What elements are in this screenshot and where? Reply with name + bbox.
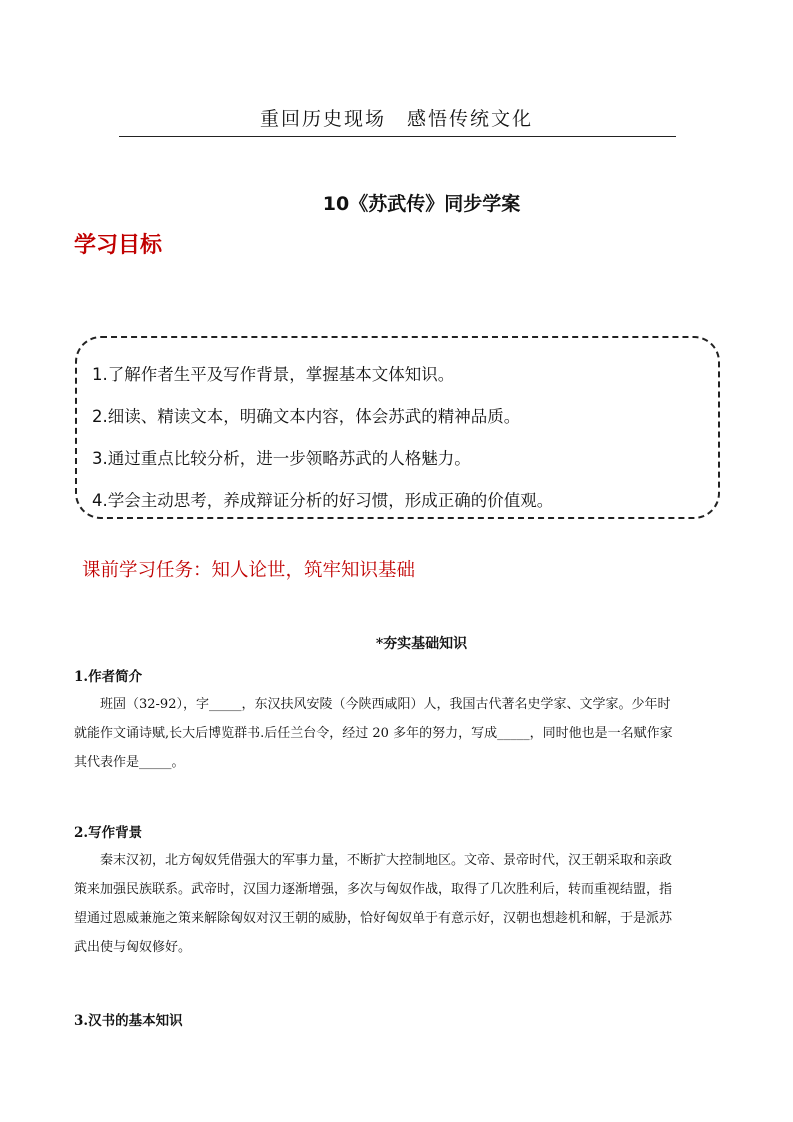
paragraph-line: 策来加强民族联系。武帝时，汉国力逐渐增强，多次与匈奴作战，取得了几次胜利后，转而重视结盟，指 <box>74 882 673 897</box>
task-heading: 课前学习任务：知人论世，筑牢知识基础 <box>82 560 416 581</box>
background-paragraph <box>74 846 725 962</box>
header-divider <box>119 136 676 137</box>
objectives-heading: 学习目标 <box>74 233 163 258</box>
background-heading: 2.写作背景 <box>74 825 143 841</box>
objective-text: 细读、精读文本，明确文本内容，体会苏武的精神品质。 <box>107 407 521 426</box>
hanshu-heading: 3.汉书的基本知识 <box>74 1013 183 1029</box>
paragraph-line: 班固（32-92），字_____，东汉扶风安陵（今陕西咸阳）人，我国古代著名史学家、文学家。少年时 <box>100 697 671 712</box>
objective-text: 学会主动思考，养成辩证分析的好习惯，形成正确的价值观。 <box>107 491 554 510</box>
section-title: *夯实基础知识 <box>375 636 468 652</box>
objective-number: 1. <box>92 365 108 384</box>
paragraph-line: 望通过恩威兼施之策来解除匈奴对汉王朝的威胁，恰好匈奴单于有意示好，汉朝也想趁机和解，于是派苏 <box>74 911 673 926</box>
header-title: 重回历史现场 感悟传统文化 <box>259 108 533 130</box>
objective-item <box>92 361 454 385</box>
paragraph-line: 秦末汉初，北方匈奴凭借强大的军事力量，不断扩大控制地区。文帝、景帝时代，汉王朝采取和亲政 <box>100 853 673 868</box>
author-heading: 1.作者简介 <box>74 669 143 685</box>
paragraph-line: 武出使与匈奴修好。 <box>74 940 192 955</box>
paragraph-line: 就能作文诵诗赋,长大后博览群书.后任兰台令，经过 20 多年的努力，写成_____，同时他也是一名赋作家 <box>74 726 673 741</box>
objective-item <box>92 403 520 427</box>
objective-number: 2. <box>92 407 108 426</box>
paragraph-line: 其代表作是_____。 <box>74 755 185 770</box>
objective-text: 通过重点比较分析，进一步领略苏武的人格魅力。 <box>107 449 471 468</box>
objective-item <box>92 445 471 469</box>
objective-number: 4. <box>92 491 108 510</box>
objective-text: 了解作者生平及写作背景，掌握基本文体知识。 <box>107 365 455 384</box>
document-title: 10《苏武传》同步学案 <box>322 193 521 215</box>
objective-item <box>92 487 553 511</box>
author-paragraph <box>74 690 725 777</box>
objective-number: 3. <box>92 449 108 468</box>
